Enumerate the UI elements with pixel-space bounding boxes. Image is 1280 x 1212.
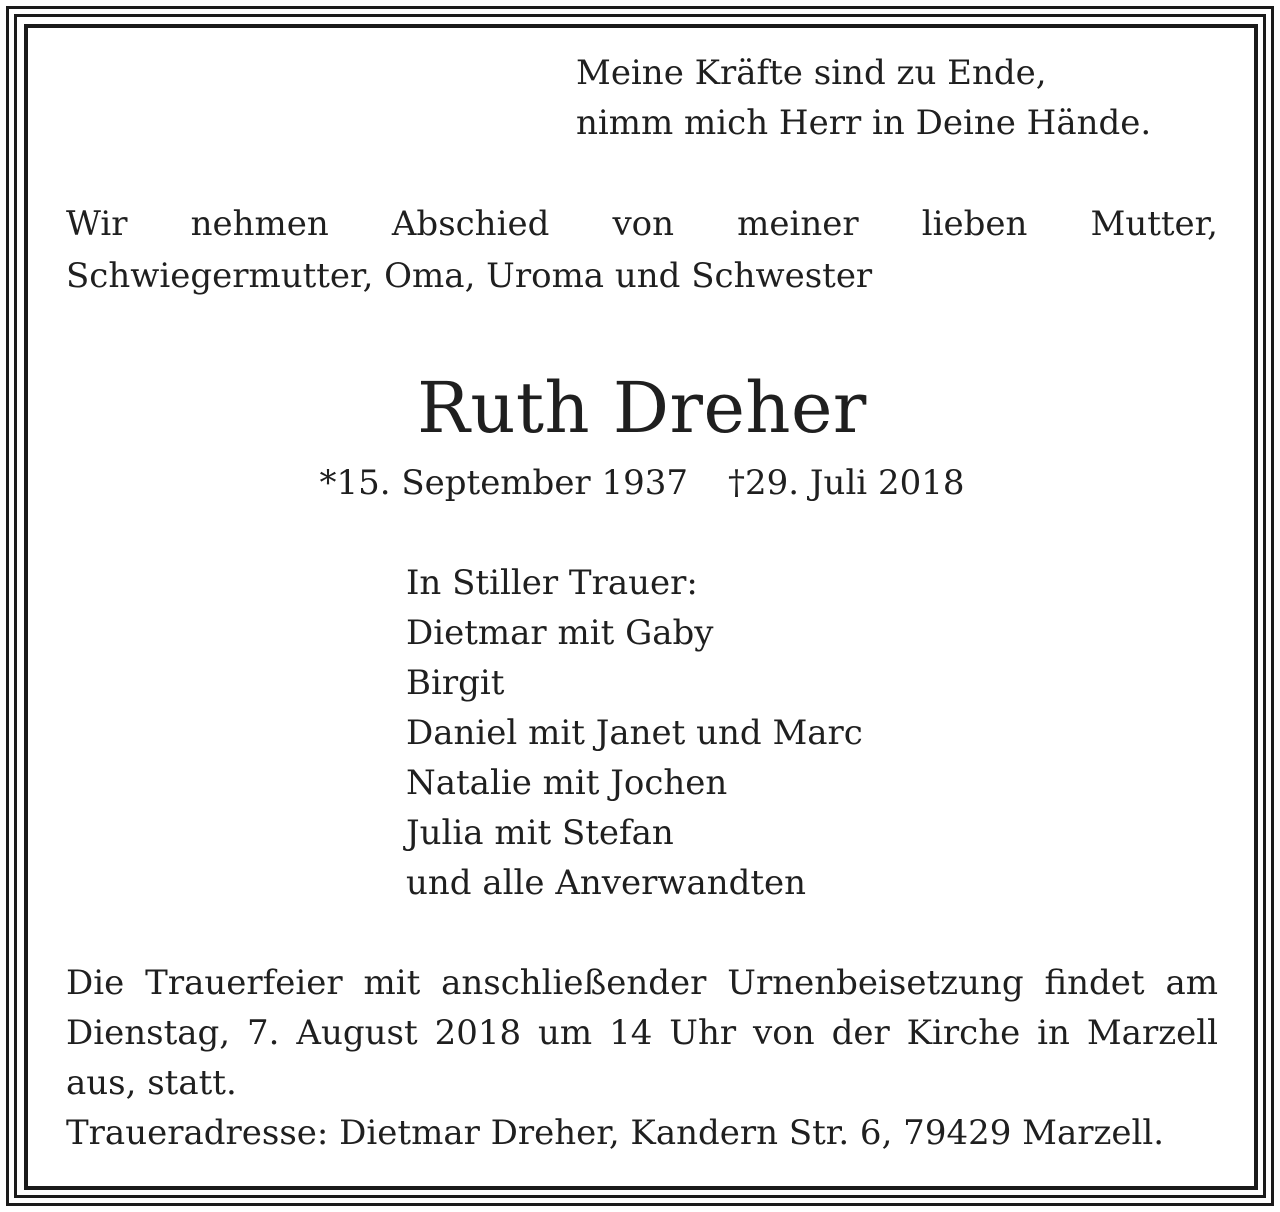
list-item: Daniel mit Janet und Marc [406, 713, 863, 753]
mourners-heading: In Stiller Trauer: [406, 563, 698, 603]
deceased-name: Ruth Dreher [417, 367, 867, 449]
death-date: †29. Juli 2018 [728, 463, 965, 503]
motto [576, 48, 1151, 148]
life-dates [66, 458, 1218, 508]
mourning-address: Traueradresse: Dietmar Dreher, Kandern Str. 6, 79429 Marzell. [66, 1113, 1165, 1153]
motto-line-1: Meine Kräfte sind zu Ende, [576, 53, 1047, 93]
list-item: und alle Anverwandten [406, 863, 807, 903]
list-item: Birgit [406, 663, 505, 703]
farewell-text: Wir nehmen Abschied von meiner lieben Mutter, Schwiegermutter, Oma, Uroma und Schwester [66, 204, 1218, 296]
ceremony-text: Die Trauerfeier mit anschließender Urnenbeisetzung findet am Dienstag, 7. August 2018 um 14 Uhr von der Kirche in Marzell aus, statt. [66, 963, 1218, 1103]
mourners-list [406, 558, 863, 908]
list-item: Natalie mit Jochen [406, 763, 728, 803]
list-item: Dietmar mit Gaby [406, 613, 714, 653]
birth-date: *15. September 1937 [319, 463, 689, 503]
list-item: Julia mit Stefan [406, 813, 674, 853]
motto-line-2: nimm mich Herr in Deine Hände. [576, 103, 1152, 143]
